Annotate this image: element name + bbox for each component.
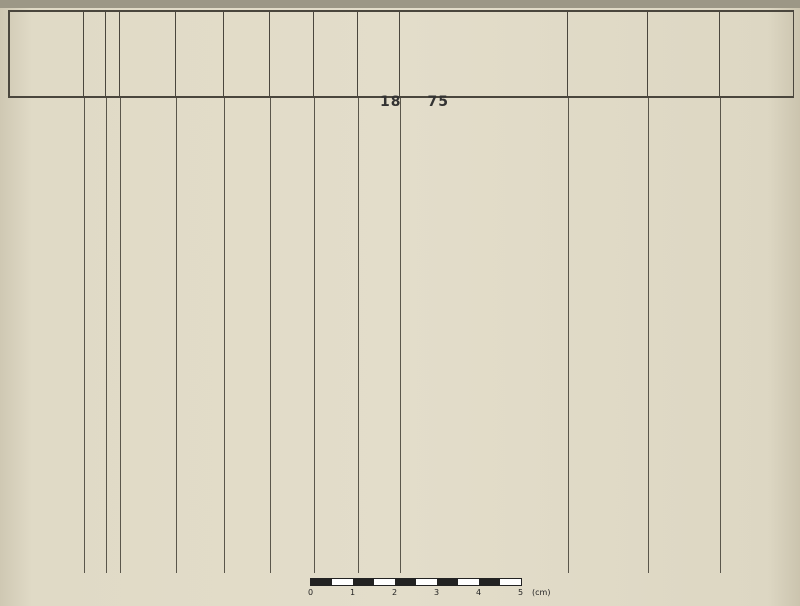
header-nature (358, 10, 400, 98)
column-rule (106, 98, 107, 573)
header-operations (224, 10, 270, 98)
page-top-edge (0, 0, 800, 8)
column-rule (314, 98, 315, 573)
header-periode (270, 10, 314, 98)
column-rule (358, 98, 359, 573)
column-rule (648, 98, 649, 573)
header-age (106, 10, 120, 98)
year-label (380, 94, 449, 110)
column-rule (568, 98, 569, 573)
column-rule (84, 98, 85, 573)
header-quantite (314, 10, 358, 98)
column-rule (120, 98, 121, 573)
ruler-tick: 0 (308, 588, 314, 597)
column-rule (400, 98, 401, 573)
header-maladies (176, 10, 224, 98)
header-autopsies (648, 10, 720, 98)
ruler-tick: 2 (392, 588, 398, 597)
column-rule (224, 98, 225, 573)
year-part: 75 (427, 94, 449, 110)
ruler-tick: 4 (476, 588, 482, 597)
header-circonstances (400, 10, 568, 98)
header-authors (8, 10, 84, 98)
header-constitution (120, 10, 176, 98)
ruler-unit: (cm) (532, 588, 551, 597)
ruler-bar (310, 578, 522, 586)
ruler-tick: 1 (350, 588, 356, 597)
header-tentatives (568, 10, 648, 98)
column-rule (270, 98, 271, 573)
header-remarques (720, 10, 794, 98)
column-rule (176, 98, 177, 573)
column-rule (720, 98, 721, 573)
year-part: 18 (380, 94, 402, 110)
scale-ruler (310, 578, 570, 604)
header-sexe (84, 10, 106, 98)
ruler-tick: 3 (434, 588, 440, 597)
ruler-tick: 5 (518, 588, 524, 597)
